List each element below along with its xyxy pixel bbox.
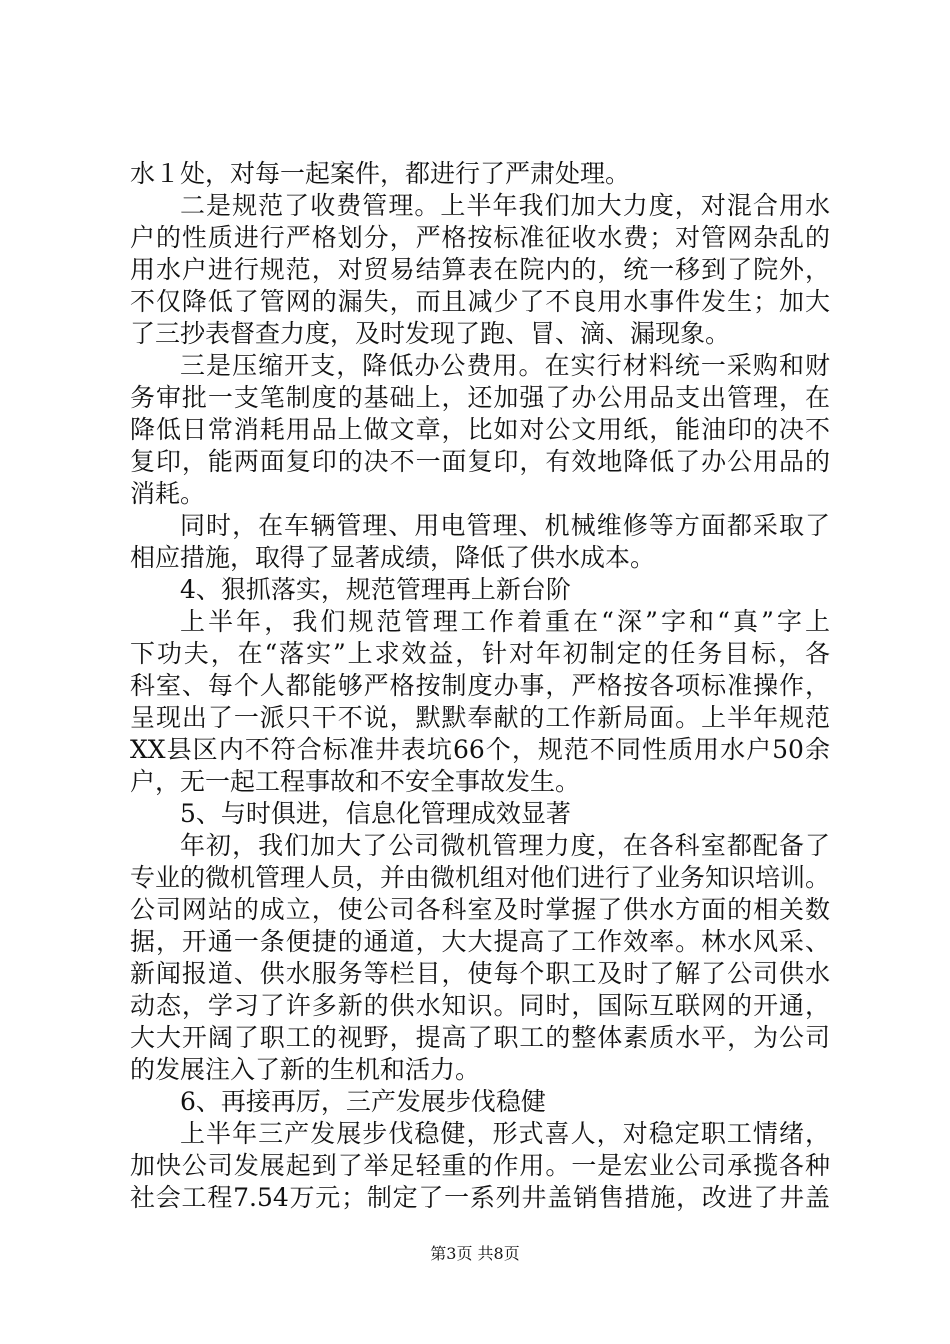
- text-line: 上半年，我们规范管理工作着重在“深”字和“真”字上: [180, 607, 830, 636]
- document-body: [130, 158, 830, 1214]
- text-line: 加快公司发展起到了举足轻重的作用。一是宏业公司承揽各种: [130, 1151, 830, 1180]
- text-line: 用水户进行规范，对贸易结算表在院内的，统一移到了院外，: [130, 255, 830, 284]
- text-line: 的发展注入了新的生机和活力。: [130, 1055, 481, 1084]
- text-line: 动态，学习了许多新的供水知识。同时，国际互联网的开通，: [130, 991, 830, 1020]
- text-line: 户的性质进行严格划分，严格按标准征收水费；对管网杂乱的: [130, 223, 830, 252]
- text-line: 公司网站的成立，使公司各科室及时掌握了供水方面的相关数: [130, 895, 830, 924]
- text-line: 三是压缩开支，降低办公费用。在实行材料统一采购和财: [180, 351, 830, 380]
- text-line: 4、狠抓落实，规范管理再上新台阶: [180, 575, 571, 604]
- text-line: 同时，在车辆管理、用电管理、机械维修等方面都采取了: [180, 511, 830, 540]
- text-line: 科室、每个人都能够严格按制度办事，严格按各项标准操作，: [130, 671, 830, 700]
- text-line: 大大开阔了职工的视野，提高了职工的整体素质水平，为公司: [130, 1023, 830, 1052]
- text-line: 5、与时俱进，信息化管理成效显著: [180, 799, 571, 828]
- text-line: 新闻报道、供水服务等栏目，使每个职工及时了解了公司供水: [130, 959, 830, 988]
- text-line: 相应措施，取得了显著成绩，降低了供水成本。: [130, 543, 656, 572]
- text-line: 复印，能两面复印的决不一面复印，有效地降低了办公用品的: [130, 447, 830, 476]
- text-line: 呈现出了一派只干不说，默默奉献的工作新局面。上半年规范: [130, 703, 830, 732]
- text-line: XX县区内不符合标准井表坑66个，规范不同性质用水户50余: [130, 735, 830, 764]
- text-line: 消耗。: [130, 479, 206, 508]
- page-footer: 第3页 共8页: [430, 1244, 520, 1263]
- text-line: 了三抄表督查力度，及时发现了跑、冒、滴、漏现象。: [130, 319, 731, 348]
- text-line: 上半年三产发展步伐稳健，形式喜人，对稳定职工情绪，: [180, 1119, 830, 1148]
- text-line: 务审批一支笔制度的基础上，还加强了办公用品支出管理，在: [130, 383, 830, 412]
- text-line: 二是规范了收费管理。上半年我们加大力度，对混合用水: [180, 191, 830, 220]
- text-line: 户，无一起工程事故和不安全事故发生。: [130, 767, 581, 796]
- text-line: 年初，我们加大了公司微机管理力度，在各科室都配备了: [180, 831, 830, 860]
- text-line: 下功夫，在“落实”上求效益，针对年初制定的任务目标，各: [130, 639, 830, 668]
- text-line: 专业的微机管理人员，并由微机组对他们进行了业务知识培训。: [130, 863, 831, 892]
- text-line: 据，开通一条便捷的通道，大大提高了工作效率。林水风采、: [130, 927, 830, 956]
- text-line: 不仅降低了管网的漏失，而且减少了不良用水事件发生；加大: [130, 287, 830, 316]
- text-line: 社会工程7.54万元；制定了一系列井盖销售措施，改进了井盖: [130, 1183, 830, 1212]
- text-line: 水１处，对每一起案件，都进行了严肃处理。: [130, 159, 631, 188]
- text-line: 6、再接再厉，三产发展步伐稳健: [180, 1087, 546, 1116]
- text-line: 降低日常消耗用品上做文章，比如对公文用纸，能油印的决不: [130, 415, 830, 444]
